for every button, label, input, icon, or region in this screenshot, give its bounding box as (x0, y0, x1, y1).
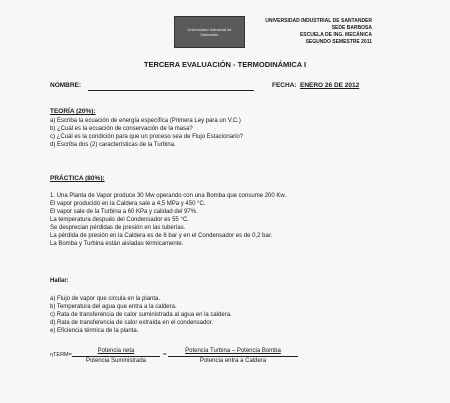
university-logo (174, 16, 245, 48)
hallar-item: e) Eficiencia térmica de la planta. (50, 328, 139, 334)
hallar-heading: Hallar: (50, 278, 69, 284)
practica-line: El vapor producido en la Caldera sale a 4,5 MPa y 450 °C. (50, 201, 206, 207)
hallar-item: a) Flujo de vapor que circula en la planta. (50, 296, 161, 302)
formula-frac2-denominator: Potencia entra a Caldera (199, 358, 267, 364)
practica-line: El vapor sale de la Turbina a 60 KPa y calidad del 97%. (50, 209, 198, 215)
practica-line: 1. Una Planta de Vapor produce 30 Mw operando con una Bomba que consume 200 Kw. (50, 193, 287, 199)
formula-frac2-numerator: Potencia Turbina – Potencia Bomba (185, 348, 281, 354)
fecha-value: ENERO 26 DE 2012 (300, 82, 360, 89)
nombre-label: NOMBRE: (50, 82, 82, 89)
hallar-item: b) Temperatura del agua que entra a la caldera. (50, 304, 177, 310)
institution-line-3: ESCUELA DE ING. MECÁNICA (299, 32, 372, 38)
logo-text: Universidad Industrial de Santander (187, 27, 232, 37)
practica-line: Se desprecian pérdidas de presión en las tuberías. (50, 225, 186, 231)
page-title: TERCERA EVALUACIÓN - TERMODINÁMICA I (143, 60, 307, 69)
practica-line: La temperatura después del Condensador es 55 °C. (50, 217, 189, 223)
formula-equals: = (163, 352, 167, 358)
teoria-item: b) ¿Cuál es la ecuación de conservación de la masa? (50, 126, 193, 132)
practica-line: La Bomba y Turbina están aisladas térmicamente. (50, 241, 184, 247)
institution-line-4: SEGUNDO SEMESTRE 2011 (305, 39, 372, 45)
teoria-item: c) ¿Cuál es la condición para que un proceso sea de Flujo Estacionario? (50, 134, 244, 140)
formula-frac1-numerator: Potencia neta (97, 348, 135, 354)
nombre-blank-line (88, 90, 254, 91)
institution-line-1: UNIVERSIDAD INDUSTRIAL DE SANTANDER (265, 18, 372, 24)
practica-heading: PRÁCTICA (80%): (50, 175, 105, 182)
formula-frac1-bar (72, 356, 160, 357)
formula-frac1-denominator: Potencia Suministrada (85, 358, 147, 364)
fecha-label: FECHA: (272, 82, 297, 89)
hallar-item: d) Rata de transferencia de calor extraída en el condensador. (50, 320, 214, 326)
teoria-heading: TEORÍA (20%): (50, 108, 96, 115)
teoria-item: a) Escriba la ecuación de energía específica (Primera Ley para un V.C.) (50, 118, 241, 124)
practica-line: La pérdida de presión en la Caldera es de 6 bar y en el Condensador es de 0,2 bar. (50, 233, 273, 239)
teoria-item: d) Escriba dos (2) características de la Turbina. (50, 142, 176, 148)
institution-line-2: SEDE BARBOSA (331, 25, 372, 31)
formula-frac2-bar (168, 356, 298, 357)
hallar-item: c) Rata de transferencia de calor suministrada al agua en la caldera. (50, 312, 232, 318)
efficiency-symbol: ηTERM= (50, 352, 72, 358)
